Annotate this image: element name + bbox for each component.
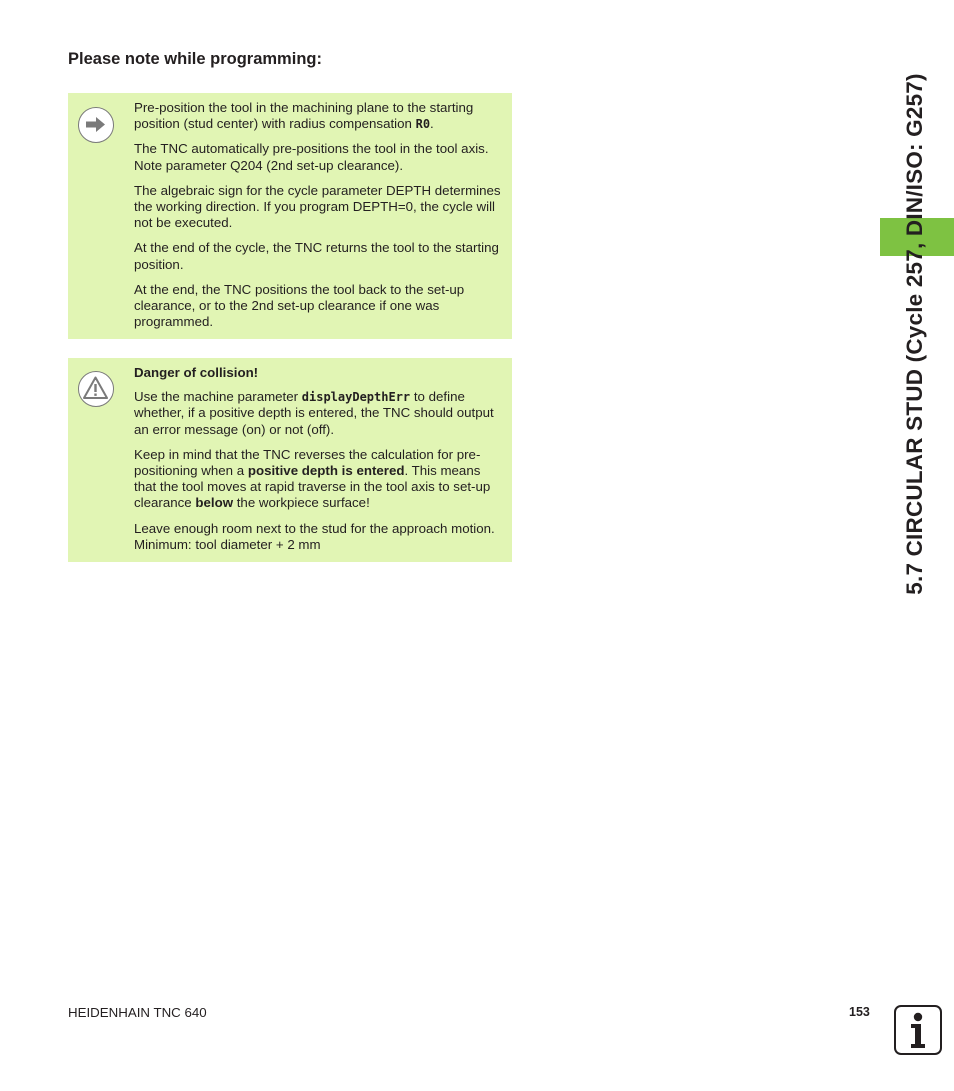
- page-number: 153: [849, 1005, 870, 1019]
- footer-product: HEIDENHAIN TNC 640: [68, 1005, 207, 1020]
- note-paragraph: Pre-position the tool in the machining plane to the starting position (stud center) with radius compensation R0.: [134, 100, 474, 132]
- arrow-right-icon: [78, 107, 114, 143]
- side-title: 5.7 CIRCULAR STUD (Cycle 257, DIN/ISO: G257): [902, 73, 927, 595]
- warning-triangle-icon: [78, 371, 114, 407]
- warning-paragraph: Keep in mind that the TNC reverses the calculation for pre-positioning when a positive depth is entered. This means that the tool moves at rapid traverse in the tool axis to set-up clearance below the workpiece surface!: [134, 446, 491, 511]
- warning-paragraph: Leave enough room next to the stud for the approach motion. Minimum: tool diameter + 2 mm: [134, 520, 495, 552]
- warning-title: Danger of collision!: [134, 365, 259, 380]
- note-paragraph: At the end, the TNC positions the tool back to the set-up clearance, or to the 2nd set-up clearance if one was programmed.: [134, 281, 465, 330]
- warning-paragraph: Use the machine parameter displayDepthErr to define whether, if a positive depth is entered, the TNC should output an error message (on) or not (off).: [134, 389, 494, 437]
- note-box: [68, 93, 512, 339]
- note-paragraph: The TNC automatically pre-positions the tool in the tool axis. Note parameter Q204 (2nd set-up clearance).: [134, 141, 489, 173]
- section-heading: Please note while programming:: [68, 50, 322, 68]
- info-icon: [894, 1005, 942, 1055]
- side-title-container: [896, 36, 934, 632]
- note-paragraph: The algebraic sign for the cycle parameter DEPTH determines the working direction. If you program DEPTH=0, the cycle will not be executed.: [134, 182, 501, 231]
- note-paragraph: At the end of the cycle, the TNC returns the tool to the starting position.: [134, 240, 499, 272]
- warning-box: [68, 358, 512, 562]
